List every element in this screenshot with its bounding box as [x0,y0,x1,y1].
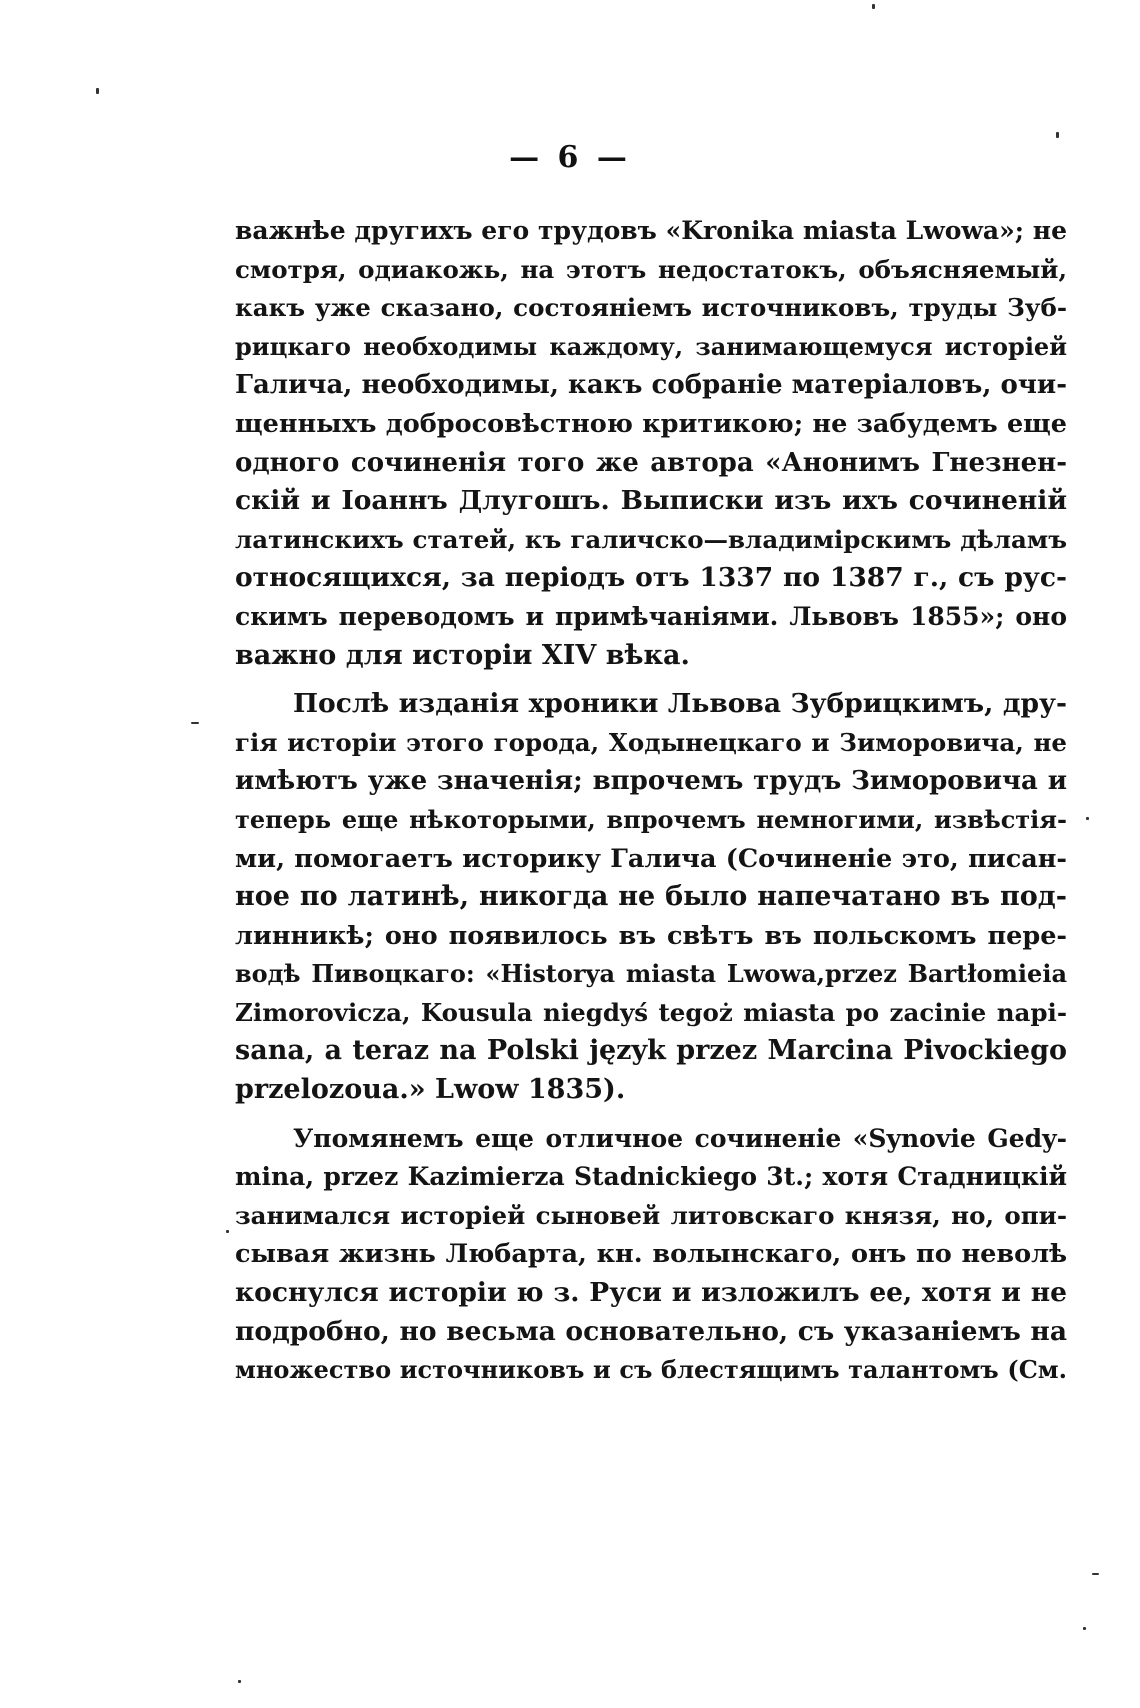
text-line: занимался исторіей сыновей литовскаго князя, но, опи- [235,1200,1067,1230]
text-line: щенныхъ добросовѣстною критикою; не забудемъ еще [235,408,1067,439]
text-line: mina, przez Kazimierza Stadnickiego 3t.; хотя Стадницкій [235,1162,1067,1192]
text-line: важнѣе другихъ его трудовъ «Kronika miasta Lwowa»; не [235,216,1067,245]
scan-speck [226,1230,229,1233]
text-line: важно для исторіи XIV вѣка. [235,639,690,671]
text-line: скимъ переводомъ и примѣчаніями. Львовъ 1855»; оно [235,601,1067,631]
text-line: sana, a teraz na Polski język przez Marcina Pivockiego [235,1035,1067,1067]
text-line: линникѣ; оно появилось въ свѣтъ въ польскомъ пере- [235,920,1067,951]
text-line: przelozoua.» Lwow 1835). [235,1074,626,1106]
scan-speck [1056,132,1059,138]
text-line: теперь еще нѣкоторыми, впрочемъ немногими, извѣстія- [235,804,1067,834]
text-line: скій и Іоаннъ Длугошъ. Выписки изъ ихъ сочиненій [235,485,1067,517]
text-line: ми, помогаетъ историку Галича (Сочиненіе это, писан- [235,843,1067,874]
scan-speck [1092,1573,1099,1575]
text-line: гія исторіи этого города, Ходынецкаго и Зиморовича, не [235,727,1067,757]
page-number: — 6 — [509,140,631,175]
text-line: Послѣ изданія хроники Львова Зубрицкимъ, дру- [293,688,1067,720]
paragraph-1 [235,212,1067,675]
text-line: имѣютъ уже значенія; впрочемъ трудъ Зиморовича и [235,766,1067,797]
text-line: какъ уже сказано, состояніемъ источниковъ, труды Зуб- [235,293,1067,323]
text-line: относящихся, за періодъ отъ 1337 по 1387 г., съ рус- [235,562,1067,594]
text-line: Упомянемъ еще отличное сочиненіе «Synovie Gedy- [293,1123,1067,1153]
paragraph-3 [235,1120,1067,1390]
body-text [235,212,1067,1390]
scan-speck [191,722,199,724]
scan-speck [1086,817,1089,820]
text-line: рицкаго необходимы каждому, занимающемуся исторіей [235,331,1067,361]
text-line: одного сочиненія того же автора «Анонимъ Гнезнен- [235,447,1067,478]
text-line: множество источниковъ и съ блестящимъ талантомъ (См. [235,1355,1067,1385]
text-line: Zimorovicza, Kousula niegdyś tegoż miasta po zacinie napi- [235,997,1067,1027]
text-line: коснулся исторіи ю з. Руси и изложилъ ее, хотя и не [235,1277,1067,1309]
text-line: водѣ Пивоцкаго: «Historya miasta Lwowa,przez Bartłomieia [235,959,1067,989]
text-line: латинскихъ статей, къ галичско—владимірскимъ дѣламъ [235,524,1067,554]
paragraph-2 [235,685,1067,1110]
text-line: подробно, но весьма основательно, съ указаніемъ на [235,1315,1067,1347]
text-line: ное по латинѣ, никогда не было напечатано въ под- [235,881,1067,913]
text-line: Галича, необходимы, какъ собраніе матеріаловъ, очи- [235,370,1067,401]
scan-speck [238,1680,241,1683]
scan-speck [1083,1627,1086,1630]
scan-speck [96,88,99,94]
text-line: смотря, одиакожь, на этотъ недостатокъ, объясняемый, [235,254,1067,284]
scan-speck [872,4,875,9]
text-line: сывая жизнь Любарта, кн. волынскаго, онъ по неволѣ [235,1239,1067,1270]
